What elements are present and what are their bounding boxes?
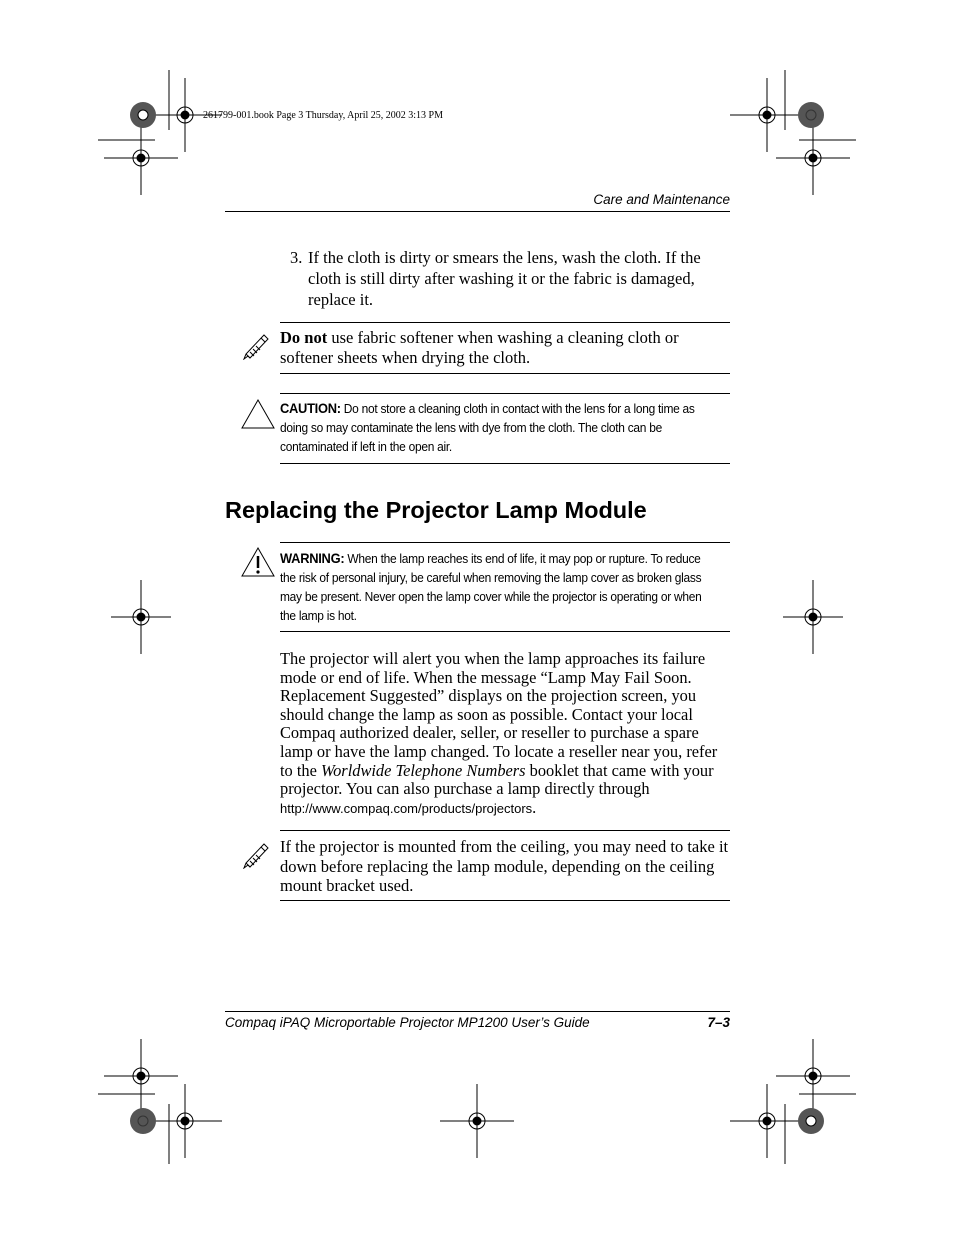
warning-rule-bottom xyxy=(280,631,730,632)
booklet-title: Worldwide Telephone Numbers xyxy=(320,760,526,780)
warning-triangle-icon xyxy=(240,546,276,578)
body-text: The projector will alert you when the lamp approaches its failure mode or end of life. When the message “Lamp May Fail Soon. Replacement Suggested” displays on the projection screen, you should change the lamp as soon as possible. Contact your local Compaq authorized dealer, seller, or reseller to purchase a spare lamp or have the lamp changed. To locate a reseller near you, refer to the xyxy=(280,649,718,780)
caution-body: Do not store a cleaning cloth in contact with the lens for a long time as doing so may contaminate the lens with dye from the cloth. The cloth can be contaminated if left in the open air. xyxy=(280,401,695,454)
body-text: booklet that came with your projector. You can also purchase a lamp directly through xyxy=(280,760,714,799)
body-paragraph xyxy=(280,650,732,818)
warning-label: WARNING: xyxy=(280,550,345,566)
running-head: Care and Maintenance xyxy=(593,192,730,207)
page-number: 7–3 xyxy=(707,1015,730,1030)
caution-triangle-icon xyxy=(240,398,276,430)
note-text: If the projector is mounted from the ceiling, you may need to take it down before replacing the lamp module, depending on the ceiling mount bracket used. xyxy=(280,837,729,895)
note-text xyxy=(280,328,730,367)
note-rule-bottom xyxy=(280,373,730,374)
section-title: Replacing the Projector Lamp Module xyxy=(225,497,647,523)
pencil-note-icon xyxy=(242,332,272,360)
print-slug: 261799-001.book Page 3 Thursday, April 25, 2002 3:13 PM xyxy=(203,110,443,121)
warning-rule-top xyxy=(280,542,730,543)
note-rule-top xyxy=(280,322,730,323)
footer-rule xyxy=(225,1011,730,1012)
caution-text xyxy=(280,399,703,456)
projectors-url: http://www.compaq.com/products/projectors xyxy=(280,800,533,816)
step-number: 3. xyxy=(290,248,303,267)
caution-rule-top xyxy=(280,393,730,394)
body-text: . xyxy=(532,797,537,817)
caution-rule-bottom xyxy=(280,463,730,464)
warning-text xyxy=(280,549,703,625)
warning-body: When the lamp reaches its end of life, it may pop or rupture. To reduce the risk of personal injury, be careful when removing the lamp cover as broken glass may be present. Never open the lamp cover while the projector is operating or when the lamp is hot. xyxy=(280,551,702,623)
pencil-note-icon xyxy=(242,841,272,869)
note-emphasis: Do not xyxy=(280,328,328,347)
note-rule-top xyxy=(280,830,730,831)
step-text: If the cloth is dirty or smears the lens, wash the cloth. If the cloth is still dirty after washing it or the fabric is damaged, replace it. xyxy=(308,248,701,309)
note-rule-bottom xyxy=(280,900,730,901)
footer-title: Compaq iPAQ Microportable Projector MP1200 User’s Guide xyxy=(225,1015,590,1030)
note-body: use fabric softener when washing a cleaning cloth or softener sheets when drying the cloth. xyxy=(280,328,679,367)
caution-label: CAUTION: xyxy=(280,400,341,416)
header-rule xyxy=(225,211,730,212)
